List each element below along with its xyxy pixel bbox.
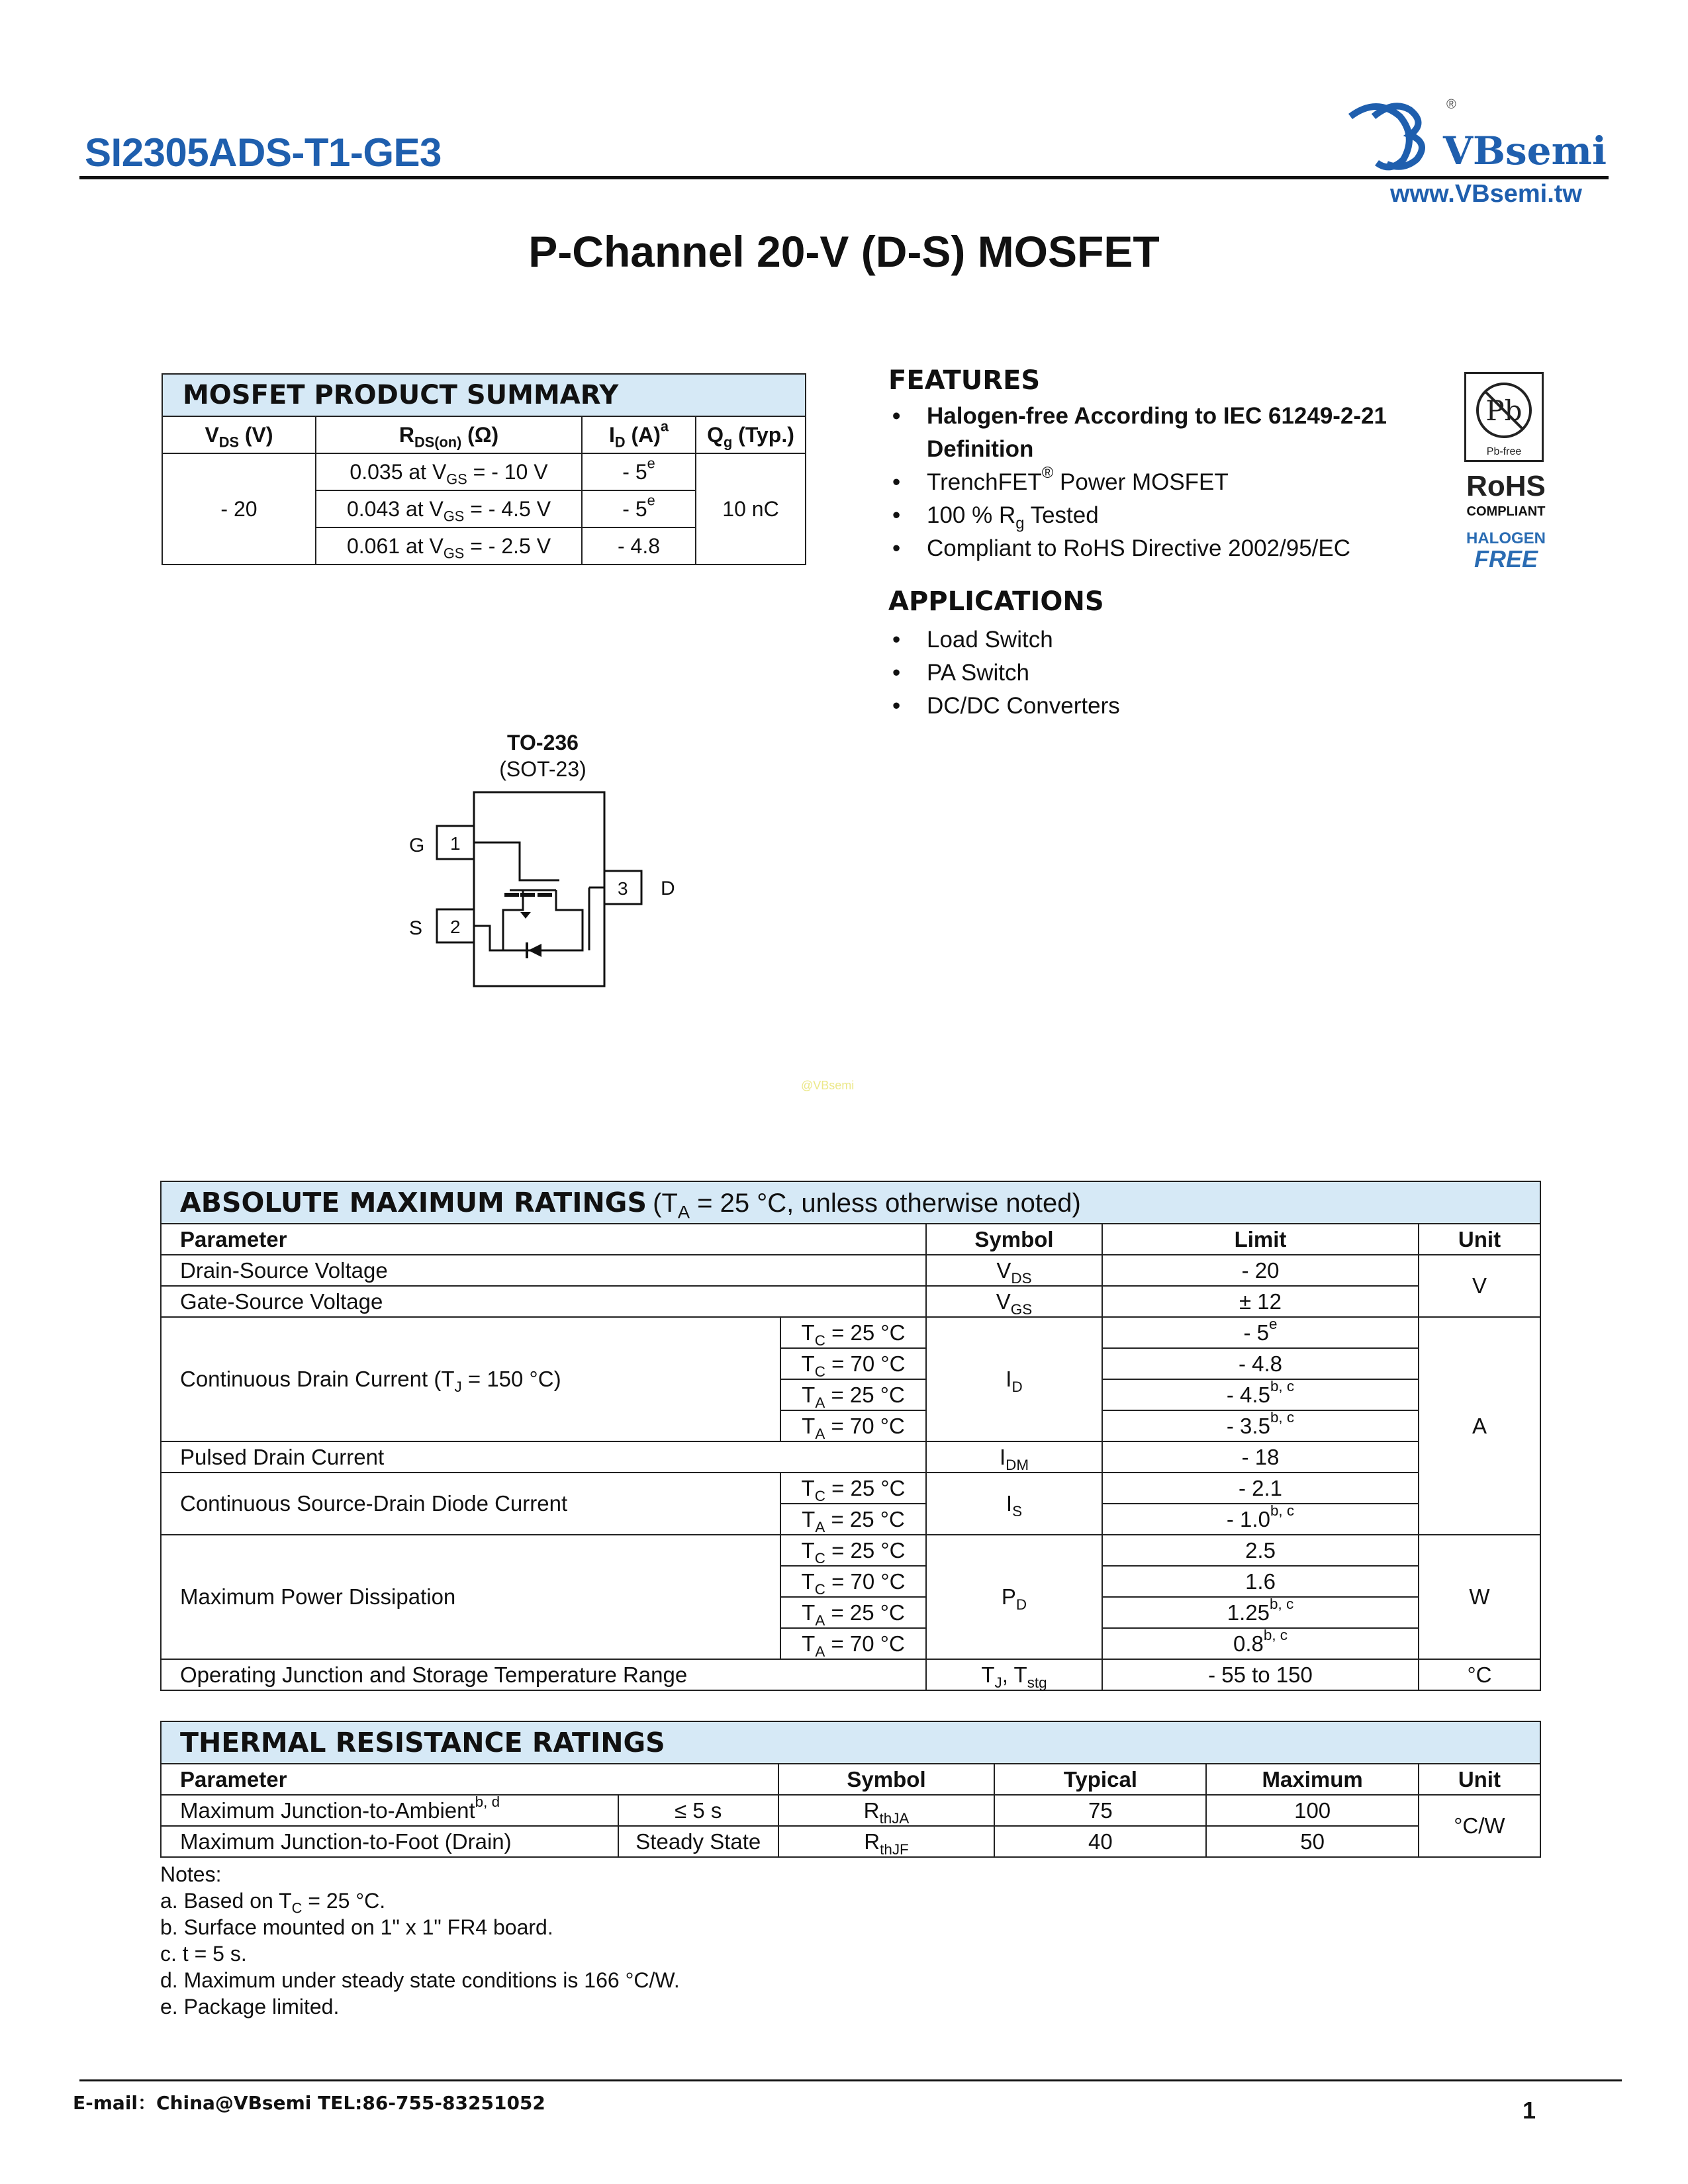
cond: $T_C = 25$ °C xyxy=(780,1535,926,1566)
limit-vds: - 20 xyxy=(1102,1255,1419,1286)
symbol-is: $I_S$ xyxy=(926,1473,1102,1535)
pb-free-label: Pb-free xyxy=(1486,446,1522,457)
cond: $T_C = 25$ °C xyxy=(780,1473,926,1504)
pin-label-s: S xyxy=(409,917,423,939)
limit-idm: - 18 xyxy=(1102,1441,1419,1473)
feature-item: • Halogen-free According to IEC 61249-2-21 Definition xyxy=(888,400,1451,466)
maximum-rthjf: 50 xyxy=(1206,1826,1418,1857)
footer-rule xyxy=(79,2079,1622,2081)
symbol-idm: $I_{DM}$ xyxy=(926,1441,1102,1473)
application-item: • PA Switch xyxy=(888,657,1418,690)
cond: $T_A = 25$ °C xyxy=(780,1504,926,1535)
vbsemi-logo xyxy=(1337,90,1615,176)
maximum-rthja: 100 xyxy=(1206,1795,1418,1826)
id-value: - 5e xyxy=(582,453,696,490)
website-link[interactable]: www.VBsemi.tw xyxy=(1390,180,1582,208)
limit-vgs: ± 12 xyxy=(1102,1286,1419,1317)
col-maximum: Maximum xyxy=(1206,1764,1418,1795)
limit-is: - 1.0$^{b, c}$ xyxy=(1102,1504,1419,1535)
pin-number: 2 xyxy=(450,917,461,937)
col-parameter: Parameter xyxy=(161,1224,926,1255)
vds-value: - 20 xyxy=(162,453,316,565)
watermark: @VBsemi xyxy=(801,1079,855,1092)
halogen-free-label: FREE xyxy=(1474,545,1538,572)
symbol-vgs: $V_{GS}$ xyxy=(926,1286,1102,1317)
param-rthja: Maximum Junction-to-Ambient$^{b, d}$ xyxy=(161,1795,618,1826)
features-heading: FEATURES xyxy=(888,365,1041,396)
cond: ≤ 5 s xyxy=(618,1795,778,1826)
limit-tj: - 55 to 150 xyxy=(1102,1659,1419,1690)
package-pinout-diagram xyxy=(391,781,695,999)
col-typical: Typical xyxy=(994,1764,1206,1795)
note-e: e. Package limited. xyxy=(160,1995,340,2019)
pin-label-g: G xyxy=(409,835,425,856)
id-value: - 5e xyxy=(582,490,696,527)
page-title: P-Channel 20-V (D-S) MOSFET xyxy=(528,227,1160,276)
application-item: • DC/DC Converters xyxy=(888,690,1418,723)
footer-contact: E-mail：China@VBsemi TEL:86-755-83251052 xyxy=(73,2092,545,2114)
cond: $T_C = 25$ °C xyxy=(780,1317,926,1348)
cond: $T_C = 70$ °C xyxy=(780,1348,926,1379)
col-symbol: Symbol xyxy=(926,1224,1102,1255)
rohs-compliant-label: COMPLIANT xyxy=(1466,504,1546,519)
param-is: Continuous Source-Drain Diode Current xyxy=(161,1473,780,1535)
feature-item: • 100 % $R_g$ Tested xyxy=(888,499,1451,532)
notes xyxy=(160,1861,680,2020)
package-name: TO-236 xyxy=(507,731,579,754)
part-number: SI2305ADS-T1-GE3 xyxy=(85,130,442,175)
symbol-rthjf: $R_{thJF}$ xyxy=(778,1826,994,1857)
cond: $T_A = 25$ °C xyxy=(780,1379,926,1410)
absolute-max-ratings-table xyxy=(160,1181,1541,1691)
limit-pd: 1.25$^{b, c}$ xyxy=(1102,1597,1419,1628)
notes-heading: Notes: xyxy=(160,1862,222,1886)
feature-item: • Compliant to RoHS Directive 2002/95/EC xyxy=(888,532,1451,565)
thermal-resistance-table xyxy=(160,1721,1541,1858)
pin-number: 1 xyxy=(450,833,461,854)
typical-rthjf: 40 xyxy=(994,1826,1206,1857)
typical-rthja: 75 xyxy=(994,1795,1206,1826)
qg-value: 10 nC xyxy=(696,453,806,565)
pin-number: 3 xyxy=(618,878,628,899)
unit-cw: °C/W xyxy=(1419,1795,1540,1857)
limit-id: - 3.5$^{b, c}$ xyxy=(1102,1410,1419,1441)
symbol-tj: $T_J$, $T_{stg}$ xyxy=(926,1659,1102,1690)
id-header: $I_D$ $(A)^a$ xyxy=(582,416,696,453)
param-pd: Maximum Power Dissipation xyxy=(161,1535,780,1659)
vds-header: $V_{DS}$ (V) xyxy=(162,416,316,453)
symbol-rthja: $R_{thJA}$ xyxy=(778,1795,994,1826)
limit-pd: 1.6 xyxy=(1102,1566,1419,1597)
feature-item: • TrenchFET® Power MOSFET xyxy=(888,466,1451,499)
pb-symbol: Pb xyxy=(1485,394,1523,427)
rds-header: $R_{DS(on)}$ (Ω) xyxy=(316,416,582,453)
applications-heading: APPLICATIONS xyxy=(888,586,1104,617)
header-rule xyxy=(79,176,1609,179)
thermal-title: THERMAL RESISTANCE RATINGS xyxy=(161,1721,1540,1764)
param-tj: Operating Junction and Storage Temperature Range xyxy=(161,1659,926,1690)
abs-max-title: ABSOLUTE MAXIMUM RATINGS ($T_A = 25$ °C, unless otherwise noted) xyxy=(161,1181,1540,1224)
pb-free-badge xyxy=(1464,372,1544,462)
limit-pd: 0.8$^{b, c}$ xyxy=(1102,1628,1419,1659)
note-a: a. Based on $T_C = 25$ °C. xyxy=(160,1889,386,1917)
limit-id: - 4.5$^{b, c}$ xyxy=(1102,1379,1419,1410)
limit-id: - 4.8 xyxy=(1102,1348,1419,1379)
unit-a: A xyxy=(1419,1317,1540,1535)
rds-value: 0.035 at $V_{GS}$ = - 10 V xyxy=(316,453,582,490)
features-list xyxy=(888,400,1451,565)
symbol-id: $I_D$ xyxy=(926,1317,1102,1441)
page-number: 1 xyxy=(1523,2097,1536,2124)
col-unit: Unit xyxy=(1419,1764,1540,1795)
unit-c: °C xyxy=(1419,1659,1540,1690)
symbol-vds: $V_{DS}$ xyxy=(926,1255,1102,1286)
note-d: d. Maximum under steady state conditions is 166 °C/W. xyxy=(160,1968,680,1992)
registered-mark: ® xyxy=(1446,97,1456,112)
applications-list xyxy=(888,623,1418,723)
unit-v: V xyxy=(1419,1255,1540,1317)
param-vds: Drain-Source Voltage xyxy=(161,1255,926,1286)
pin-label-d: D xyxy=(661,878,675,899)
note-b: b. Surface mounted on 1" x 1" FR4 board. xyxy=(160,1915,553,1939)
cond: Steady State xyxy=(618,1826,778,1857)
cond: $T_A = 70$ °C xyxy=(780,1628,926,1659)
halogen-label: HALOGEN xyxy=(1466,529,1546,547)
rohs-badge: RoHS xyxy=(1466,470,1546,502)
rds-value: 0.061 at $V_{GS}$ = - 2.5 V xyxy=(316,527,582,565)
note-c: c. t = 5 s. xyxy=(160,1942,247,1966)
param-idm: Pulsed Drain Current xyxy=(161,1441,926,1473)
rds-value: 0.043 at $V_{GS}$ = - 4.5 V xyxy=(316,490,582,527)
col-unit: Unit xyxy=(1419,1224,1540,1255)
col-symbol: Symbol xyxy=(778,1764,994,1795)
unit-w: W xyxy=(1419,1535,1540,1659)
limit-id: - 5e xyxy=(1102,1317,1419,1348)
limit-pd: 2.5 xyxy=(1102,1535,1419,1566)
col-parameter: Parameter xyxy=(161,1764,778,1795)
limit-is: - 2.1 xyxy=(1102,1473,1419,1504)
param-id: Continuous Drain Current ($T_J = 150$ °C) xyxy=(161,1317,780,1441)
application-item: • Load Switch xyxy=(888,623,1418,657)
col-limit: Limit xyxy=(1102,1224,1419,1255)
cond: $T_A = 70$ °C xyxy=(780,1410,926,1441)
symbol-pd: $P_D$ xyxy=(926,1535,1102,1659)
cond: $T_A = 25$ °C xyxy=(780,1597,926,1628)
summary-title: MOSFET PRODUCT SUMMARY xyxy=(162,374,806,416)
qg-header: $Q_g$ (Typ.) xyxy=(696,416,806,453)
param-vgs: Gate-Source Voltage xyxy=(161,1286,926,1317)
cond: $T_C = 70$ °C xyxy=(780,1566,926,1597)
id-value: - 4.8 xyxy=(582,527,696,565)
brand-name: VBsemi xyxy=(1443,128,1607,173)
package-alt-name: (SOT-23) xyxy=(499,757,586,781)
param-rthjf: Maximum Junction-to-Foot (Drain) xyxy=(161,1826,618,1857)
product-summary-table xyxy=(162,373,806,565)
